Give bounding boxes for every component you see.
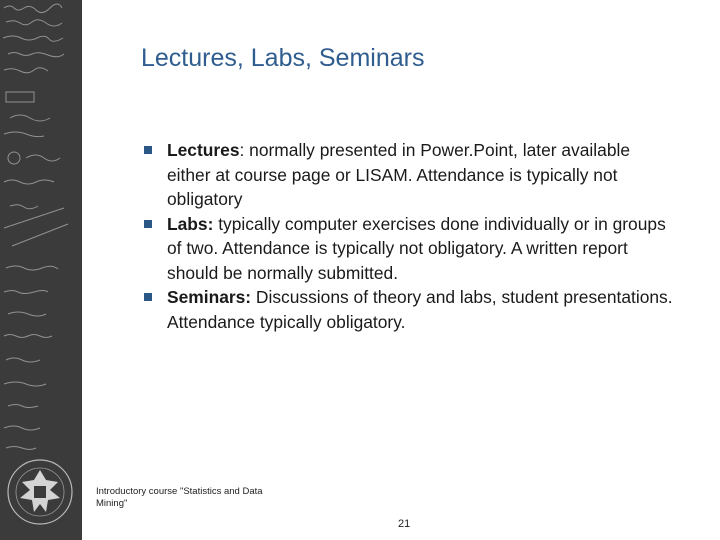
bullet-text: Discussions of theory and labs, student presentations. Attendance typically obligatory. bbox=[167, 287, 673, 332]
bullet-term: Seminars: bbox=[167, 287, 252, 307]
bullet-labs bbox=[145, 212, 675, 286]
bullet-marker-icon bbox=[144, 146, 152, 154]
page-number: 21 bbox=[398, 518, 411, 530]
bullet-term: Lectures bbox=[167, 140, 240, 160]
bullet-seminars bbox=[145, 285, 675, 334]
bullet-term: Labs: bbox=[167, 213, 214, 234]
bullet-lectures bbox=[145, 138, 675, 212]
bullet-list bbox=[145, 138, 675, 334]
bullet-marker-icon bbox=[144, 293, 152, 301]
bullet-text: typically computer exercises done individually or in groups of two. Attendance is typically not obligatory. A written report should be normally submitted. bbox=[167, 213, 666, 283]
chalkboard-pattern-icon bbox=[0, 0, 82, 540]
footer-course-name: Introductory course "Statistics and Data Mining" bbox=[96, 486, 263, 509]
bullet-marker-icon bbox=[144, 220, 152, 228]
slide-title: Lectures, Labs, Seminars bbox=[141, 44, 425, 72]
chalkboard-sidebar bbox=[0, 0, 82, 540]
bullet-text: : normally presented in Power.Point, later available either at course page or LISAM. Attendance is typically not obligatory bbox=[167, 140, 631, 209]
